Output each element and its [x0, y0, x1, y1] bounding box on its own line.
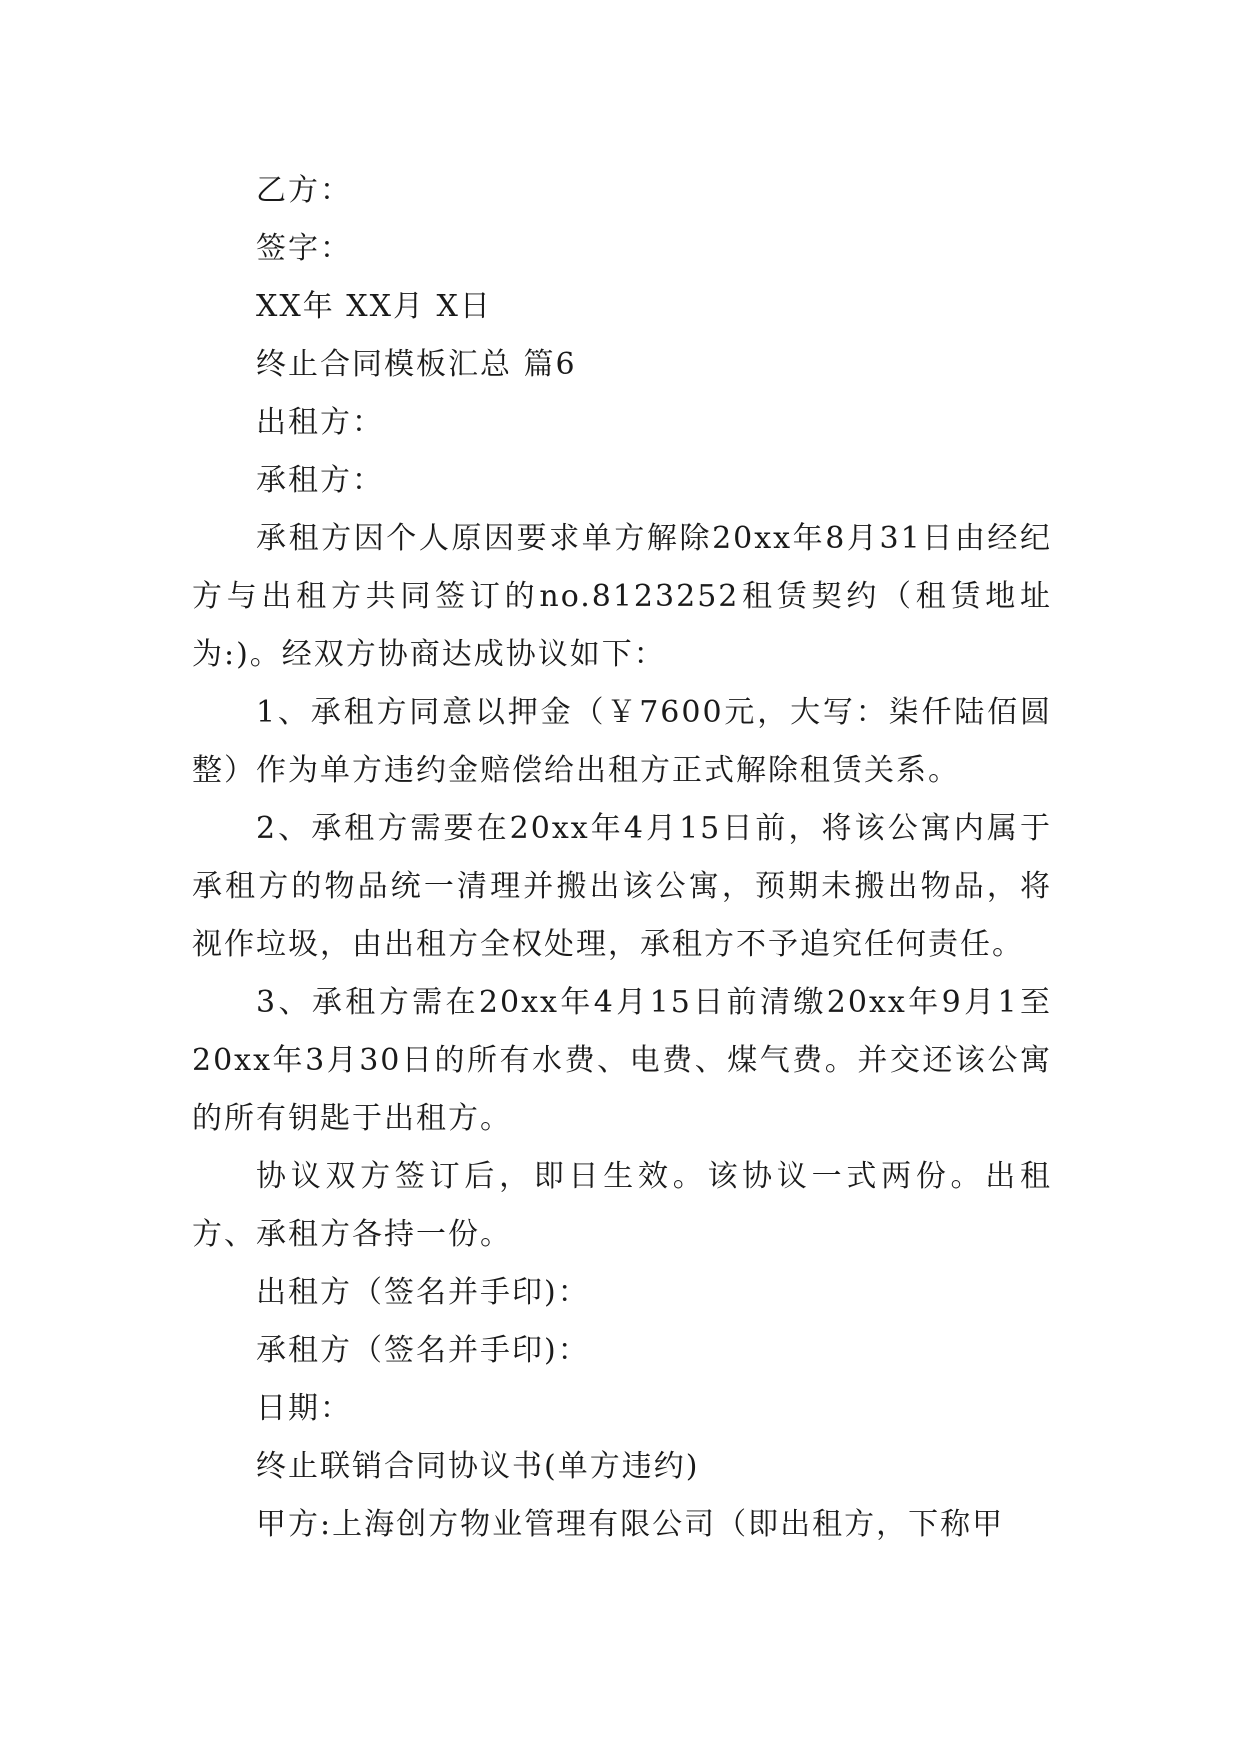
document-body — [192, 162, 1052, 1554]
lessee-signature-line: 承租方（签名并手印)： — [256, 1333, 590, 1368]
section-heading: 终止合同模板汇总 篇6 — [256, 347, 577, 382]
party-a-line: 甲方:上海创方物业管理有限公司（即出租方，下称甲 — [256, 1507, 1005, 1542]
effective-clause: 协议双方签订后，即日生效。该协议一式两份。出租方、承租方各持一份。 — [192, 1159, 1052, 1252]
clause-2: 2、承租方需要在20xx年4月15日前，将该公寓内属于承租方的物品统一清理并搬出该公寓，预期未搬出物品，将视作垃圾，由出租方全权处理，承租方不予追究任何责任。 — [192, 811, 1052, 962]
lessee-label: 承租方： — [256, 463, 384, 498]
intro-paragraph: 承租方因个人原因要求单方解除20xx年8月31日由经纪方与出租方共同签订的no.8123252租赁契约（租赁地址为:)。经双方协商达成协议如下： — [192, 521, 1052, 672]
clause-3: 3、承租方需在20xx年4月15日前清缴20xx年9月1至20xx年3月30日的所有水费、电费、煤气费。并交还该公寓的所有钥匙于出租方。 — [192, 985, 1052, 1136]
lessor-signature-line: 出租方（签名并手印)： — [256, 1275, 590, 1310]
party-b-label: 乙方： — [256, 173, 352, 208]
lessor-label: 出租方： — [256, 405, 384, 440]
date-label: 日期： — [256, 1391, 352, 1426]
clause-1: 1、承租方同意以押金（￥7600元，大写：柒仟陆佰圆整）作为单方违约金赔偿给出租方正式解除租赁关系。 — [192, 695, 1052, 788]
signature-label: 签字： — [256, 231, 352, 266]
next-section-title: 终止联销合同协议书(单方违约) — [256, 1449, 700, 1484]
date-line: XX年 XX月 X日 — [256, 289, 492, 324]
